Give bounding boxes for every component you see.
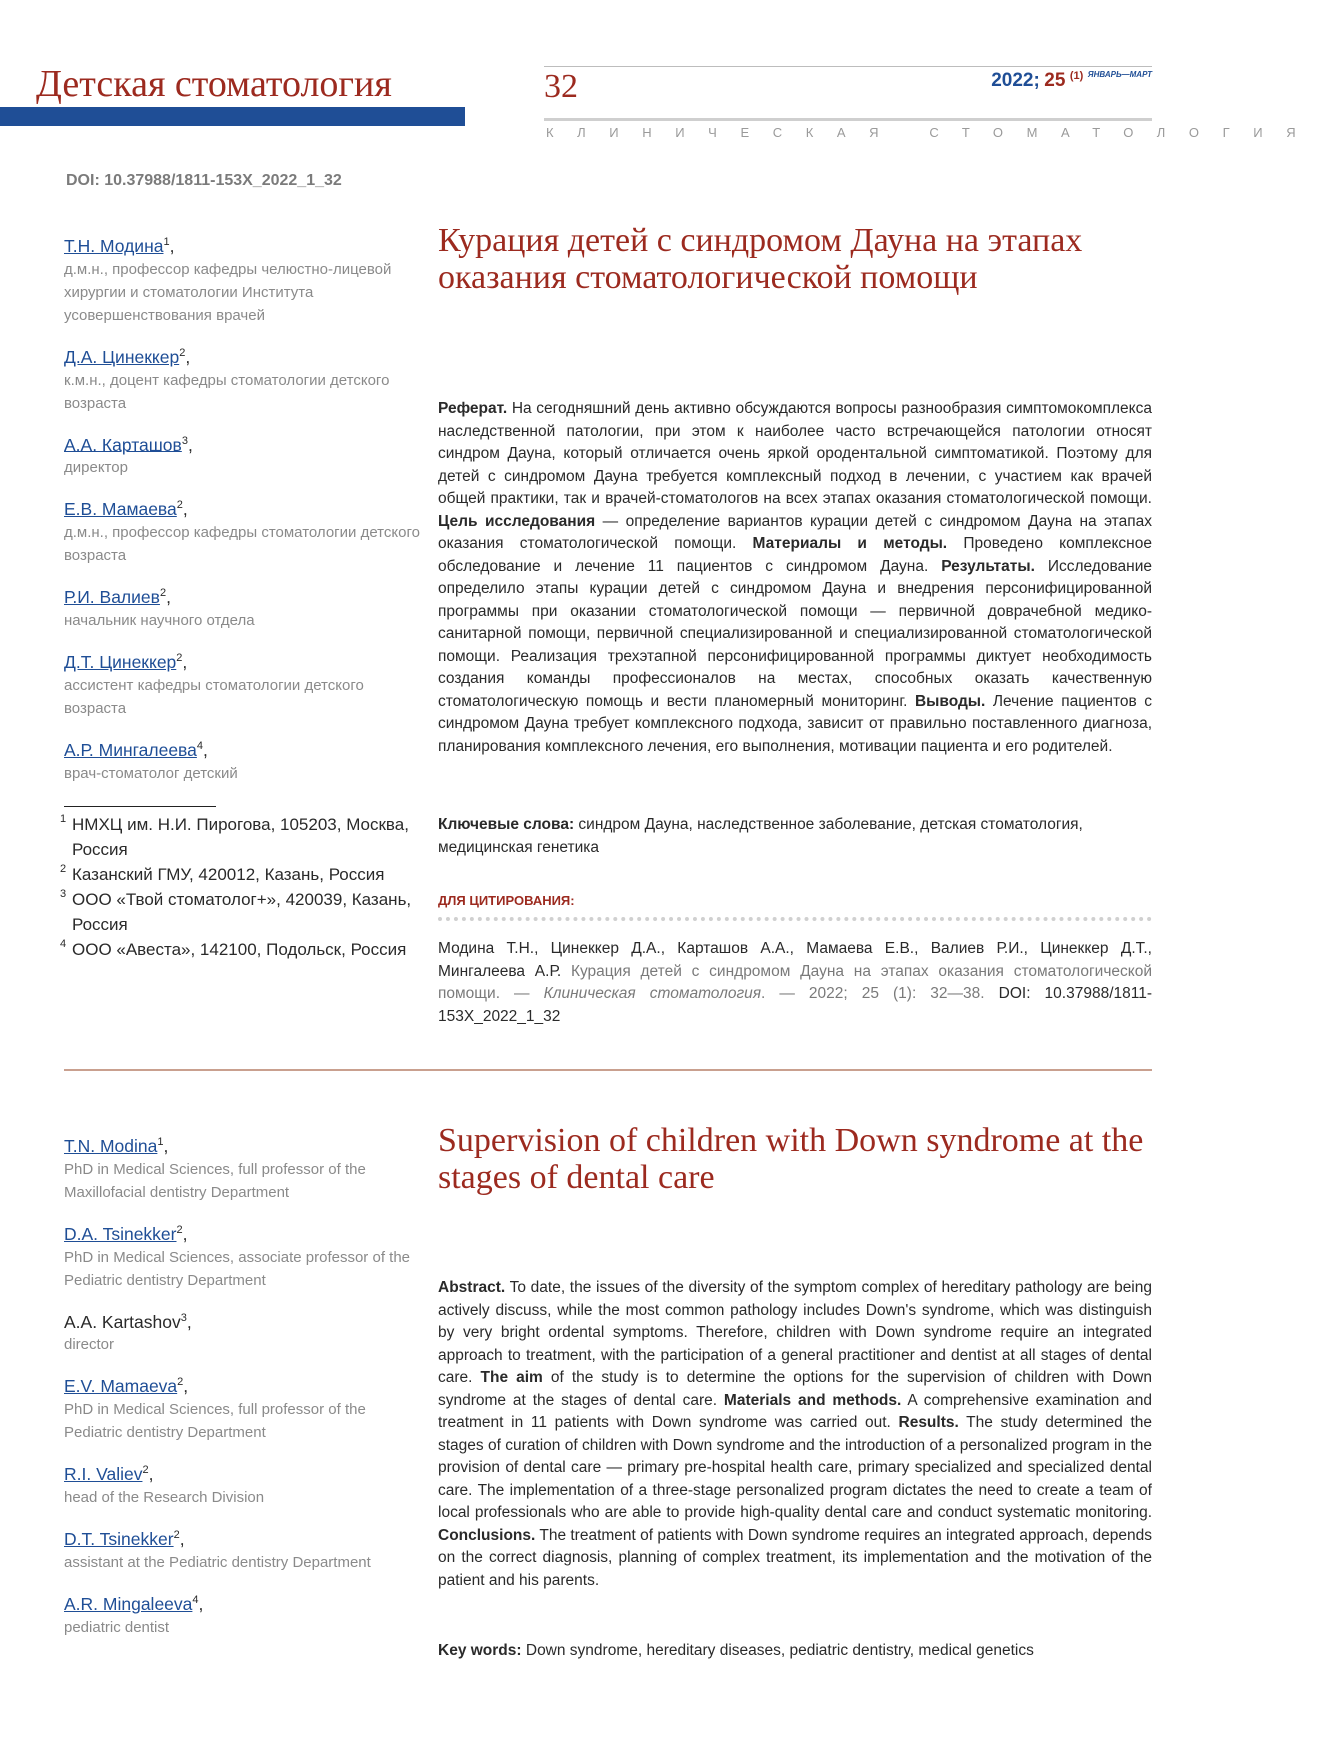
aim-text: of the study is to determine the options for the supervision of children with Down syndrome at the stages of dental care. <box>438 1369 1152 1409</box>
aim-text: — определение вариантов курации детей с синдромом Дауна на этапах оказания стоматологической помощи. <box>438 512 1152 552</box>
methods-text: A comprehensive examination and treatment in 11 patients with Down syndrome was carried out. <box>438 1391 1152 1431</box>
language-divider <box>64 1069 1152 1071</box>
affiliation-text: ООО «Твой стоматолог+», 420039, Казань, Россия <box>72 890 412 934</box>
author-entry: A.A. Kartashov$^3$, director <box>64 1306 424 1357</box>
affiliation-text: Казанский ГМУ, 420012, Казань, Россия <box>72 865 385 884</box>
author-description: д.м.н., профессор кафедры стоматологии детского возраста <box>64 524 420 565</box>
page-number: 32 <box>544 68 578 105</box>
author-entry: Д.А. Цинеккер$^2$, к.м.н., доцент кафедры стоматологии детского возраста <box>64 341 424 415</box>
conclusions-text: The treatment of patients with Down syndrome requires an integrated approach, depends on the correct diagnosis, planning of complex treatment, its implementation and the motivation of the patient and his parents. <box>438 1526 1152 1589</box>
author-link[interactable]: Д.А. Цинеккер <box>64 346 180 367</box>
author-description: д.м.н., профессор кафедры челюстно-лицевой хирургии и стоматологии Института усовершенствования врачей <box>64 260 392 324</box>
author-link[interactable]: А.А. Карташов <box>64 434 182 455</box>
author-entry: А.А. Карташов$^3$, директор <box>64 429 424 480</box>
author-affiliation-mark: 4 <box>196 739 204 752</box>
affiliation-text: ООО «Авеста», 142100, Подольск, Россия <box>72 940 407 959</box>
conclusions-label: Conclusions. <box>438 1526 536 1544</box>
author-description: начальник научного отдела <box>64 612 255 630</box>
author-link[interactable]: Д.Т. Цинеккер <box>64 651 177 672</box>
author-description: PhD in Medical Sciences, associate professor of the Pediatric dentistry Department <box>64 1248 411 1289</box>
author-affiliation-mark: 2 <box>179 346 186 359</box>
author-entry: Т.Н. Модина$^1$, д.м.н., профессор кафедры челюстно-лицевой хирургии и стоматологии Института усовершенствования врачей <box>64 230 424 327</box>
results-text: Исследование определило этапы курации детей с синдромом Дауна и внедрения персонифицированной программы при оказании стоматологической помощи — первичной доврачебной медико-санитарной помощи, первичной специализированной и специализированной стоматологической помощи. Реализация трехэтапной персонифицированной программы диктует необходимость создания команды профессионалов на местах, способных оказать качественную стоматологическую помощь и вести планомерный мониторинг. <box>438 557 1152 710</box>
conclusions-label: Выводы. <box>914 692 986 710</box>
author-affiliation-mark: 2 <box>173 1529 180 1542</box>
author-link[interactable]: D.A. Tsinekker <box>64 1223 177 1244</box>
citation-journal: Клиническая стоматология <box>543 985 761 1002</box>
aim-label: The aim <box>480 1369 543 1386</box>
results-text: The study determined the stages of curation of children with Down syndrome and the introduction of a personalized program in the provision of dental care — primary pre-hospital health care, primary specialized and specialized dental care. The implementation of a three-stage personalized program dictates the need to create a team of local professionals who are able to provide high-quality dental care and conduct systematic monitoring. <box>438 1414 1152 1521</box>
results-label: Результаты. <box>941 557 1035 575</box>
author-list-en <box>64 1130 424 1653</box>
author-affiliation-mark: 3 <box>180 1311 187 1324</box>
keywords-text: синдром Дауна, наследственное заболевание, детская стоматология, медицинская генетика <box>438 816 1083 856</box>
author-description: PhD in Medical Sciences, full professor of the Pediatric dentistry Department <box>64 1401 366 1442</box>
affiliation-item <box>60 862 420 887</box>
author-description: директор <box>64 459 128 477</box>
issue-months: ЯНВАРЬ—МАРТ <box>1087 70 1152 79</box>
author-link[interactable]: А.Р. Мингалеева <box>64 739 197 760</box>
keywords-ru <box>438 814 1152 859</box>
keywords-text: Down syndrome, hereditary diseases, pediatric dentistry, medical genetics <box>521 1642 1034 1659</box>
author-affiliation-mark: 2 <box>176 499 183 512</box>
author-affiliation-mark: 3 <box>181 434 188 447</box>
author-affiliation-mark: 1 <box>157 1136 164 1148</box>
article-title-ru: Курация детей с синдромом Дауна на этапах оказания стоматологической помощи <box>438 222 1083 296</box>
citation-authors: Модина Т.Н., Цинеккер Д.А., Карташов А.А., Мамаева Е.В., Валиев Р.И., Цинеккер Д.Т., Мингалеева А.Р. <box>438 940 1152 980</box>
affiliation-number: 2 <box>60 863 67 875</box>
author-entry: Р.И. Валиев$^2$, начальник научного отдела <box>64 581 424 632</box>
aim-label: Цель исследования <box>438 512 596 530</box>
author-affiliation-mark: 2 <box>176 1223 183 1236</box>
abstract-ru <box>438 398 1152 758</box>
affiliation-item <box>60 887 420 937</box>
affiliation-text: НМХЦ им. Н.И. Пирогова, 105203, Москва, Россия <box>72 815 409 859</box>
author-entry: A.R. Mingaleeva$^4$, pediatric dentist <box>64 1588 424 1639</box>
citation-title: Курация детей с синдромом Дауна на этапах оказания стоматологической помощи. — <box>438 962 1152 1002</box>
affiliation-list <box>60 812 420 962</box>
issue-year: 2022; <box>991 70 1040 91</box>
author-entry: T.N. Modina$^1$, PhD in Medical Sciences, full professor of the Maxillofacial dentistry Department <box>64 1130 424 1204</box>
author-entry: D.A. Tsinekker$^2$, PhD in Medical Sciences, associate professor of the Pediatric dentistry Department <box>64 1218 424 1292</box>
affiliation-number: 1 <box>60 813 67 825</box>
affiliation-item <box>60 937 420 962</box>
author-list-ru <box>64 230 424 799</box>
author-entry: Д.Т. Цинеккер$^2$, ассистент кафедры стоматологии детского возраста <box>64 646 424 720</box>
abstract-intro: На сегодняшний день активно обсуждаются вопросы разнообразия симптомокомплекса наследственной патологии, при этом к наиболее часто встречающейся патологии относят синдром Дауна, который отличается очень яркой ородентальной симптоматикой. Поэтому для детей с синдромом Дауна требуется комплексный подход в лечении, с участием как врачей общей практики, так и врачей-стоматологов на всех этапах оказания стоматологической помощи. <box>438 400 1152 507</box>
author-description: ассистент кафедры стоматологии детского возраста <box>64 676 364 717</box>
author-affiliation-mark: 2 <box>176 652 183 665</box>
citation-dotted-rule <box>438 917 1152 921</box>
affiliation-rule <box>64 806 216 807</box>
author-affiliation-mark: 2 <box>177 1376 184 1389</box>
issue-info <box>991 70 1152 92</box>
author-affiliation-mark: 2 <box>142 1464 149 1477</box>
header-top-rule <box>544 66 1152 67</box>
journal-name: Детская стоматология <box>36 63 392 105</box>
affiliation-number: 4 <box>60 938 67 950</box>
keywords-label: Ключевые слова: <box>438 816 575 833</box>
author-link[interactable]: A.R. Mingaleeva <box>64 1593 193 1614</box>
author-description: PhD in Medical Sciences, full professor of the Maxillofacial dentistry Department <box>64 1160 366 1201</box>
doi: DOI: 10.37988/1811-153X_2022_1_32 <box>66 172 342 189</box>
journal-color-bar <box>0 107 465 126</box>
author-description: director <box>64 1336 115 1354</box>
author-link[interactable]: E.V. Mamaeva <box>64 1376 178 1397</box>
abstract-intro: To date, the issues of the diversity of the symptom complex of hereditary pathology are being actively discuss, while the most common pathology includes Down's syndrome, which was distinguish by very bright ordental symptoms. Therefore, children with Down syndrome require an integrated approach to treatment, with the participation of a general practitioner and dentist at all stages of dental care. <box>438 1279 1152 1386</box>
article-title-en: Supervision of children with Down syndrome at the stages of dental care <box>438 1122 1144 1196</box>
methods-text: Проведено комплексное обследование и лечение 11 пациентов с синдромом Дауна. <box>438 535 1152 575</box>
citation <box>438 938 1152 1028</box>
results-label: Results. <box>898 1414 959 1431</box>
author-name: A.A. Kartashov <box>64 1311 181 1332</box>
author-affiliation-mark: 1 <box>163 236 170 248</box>
author-entry: E.V. Mamaeva$^2$, PhD in Medical Sciences, full professor of the Pediatric dentistry Department <box>64 1370 424 1444</box>
author-link[interactable]: Т.Н. Модина <box>64 235 164 256</box>
abstract-label: Реферат. <box>438 400 508 417</box>
author-link[interactable]: T.N. Modina <box>64 1135 158 1156</box>
author-description: assistant at the Pediatric dentistry Department <box>64 1553 371 1571</box>
author-link[interactable]: R.I. Valiev <box>64 1464 143 1485</box>
issue-number: (1) <box>1069 70 1084 82</box>
methods-label: Materials and methods. <box>723 1391 902 1409</box>
methods-label: Материалы и методы. <box>752 535 948 552</box>
affiliation-number: 3 <box>60 888 67 900</box>
author-affiliation-mark: 2 <box>159 587 167 600</box>
author-link[interactable]: Р.И. Валиев <box>64 587 160 608</box>
author-affiliation-mark: 4 <box>192 1593 199 1606</box>
author-description: врач-стоматолог детский <box>64 764 238 782</box>
abstract-en <box>438 1277 1152 1592</box>
author-entry: Е.В. Мамаева$^2$, д.м.н., профессор кафедры стоматологии детского возраста <box>64 493 424 567</box>
author-entry: А.Р. Мингалеева$^4$, врач-стоматолог детский <box>64 734 424 785</box>
citation-heading: ДЛЯ ЦИТИРОВАНИЯ: <box>438 893 575 908</box>
citation-doi[interactable]: DOI: 10.37988/1811-153X_2022_1_32 <box>438 985 1152 1025</box>
conclusions-text: Лечение пациентов с синдромом Дауна требует комплексного подхода, зависит от правильно поставленного диагноза, планирования комплексного лечения, его выполнения, мотивации пациента и его родителей. <box>438 692 1152 755</box>
section-name: КЛИНИЧЕСКАЯ СТОМАТОЛОГИЯ <box>546 125 1319 140</box>
abstract-label: Abstract. <box>438 1279 506 1296</box>
keywords-en <box>438 1640 1152 1663</box>
issue-volume: 25 <box>1044 70 1066 91</box>
header-mid-rule <box>544 118 1152 121</box>
author-link[interactable]: Е.В. Мамаева <box>64 499 177 520</box>
keywords-label: Key words: <box>438 1642 522 1659</box>
author-description: head of the Research Division <box>64 1489 265 1507</box>
affiliation-item <box>60 812 420 862</box>
author-description: к.м.н., доцент кафедры стоматологии детского возраста <box>64 371 390 412</box>
author-description: pediatric dentist <box>64 1618 170 1636</box>
author-entry: R.I. Valiev$^2$, head of the Research Division <box>64 1458 424 1509</box>
author-link[interactable]: D.T. Tsinekker <box>64 1528 174 1549</box>
author-entry: D.T. Tsinekker$^2$, assistant at the Pediatric dentistry Department <box>64 1523 424 1574</box>
citation-issue: . — 2022; 25 (1): 32—38. <box>761 985 985 1002</box>
